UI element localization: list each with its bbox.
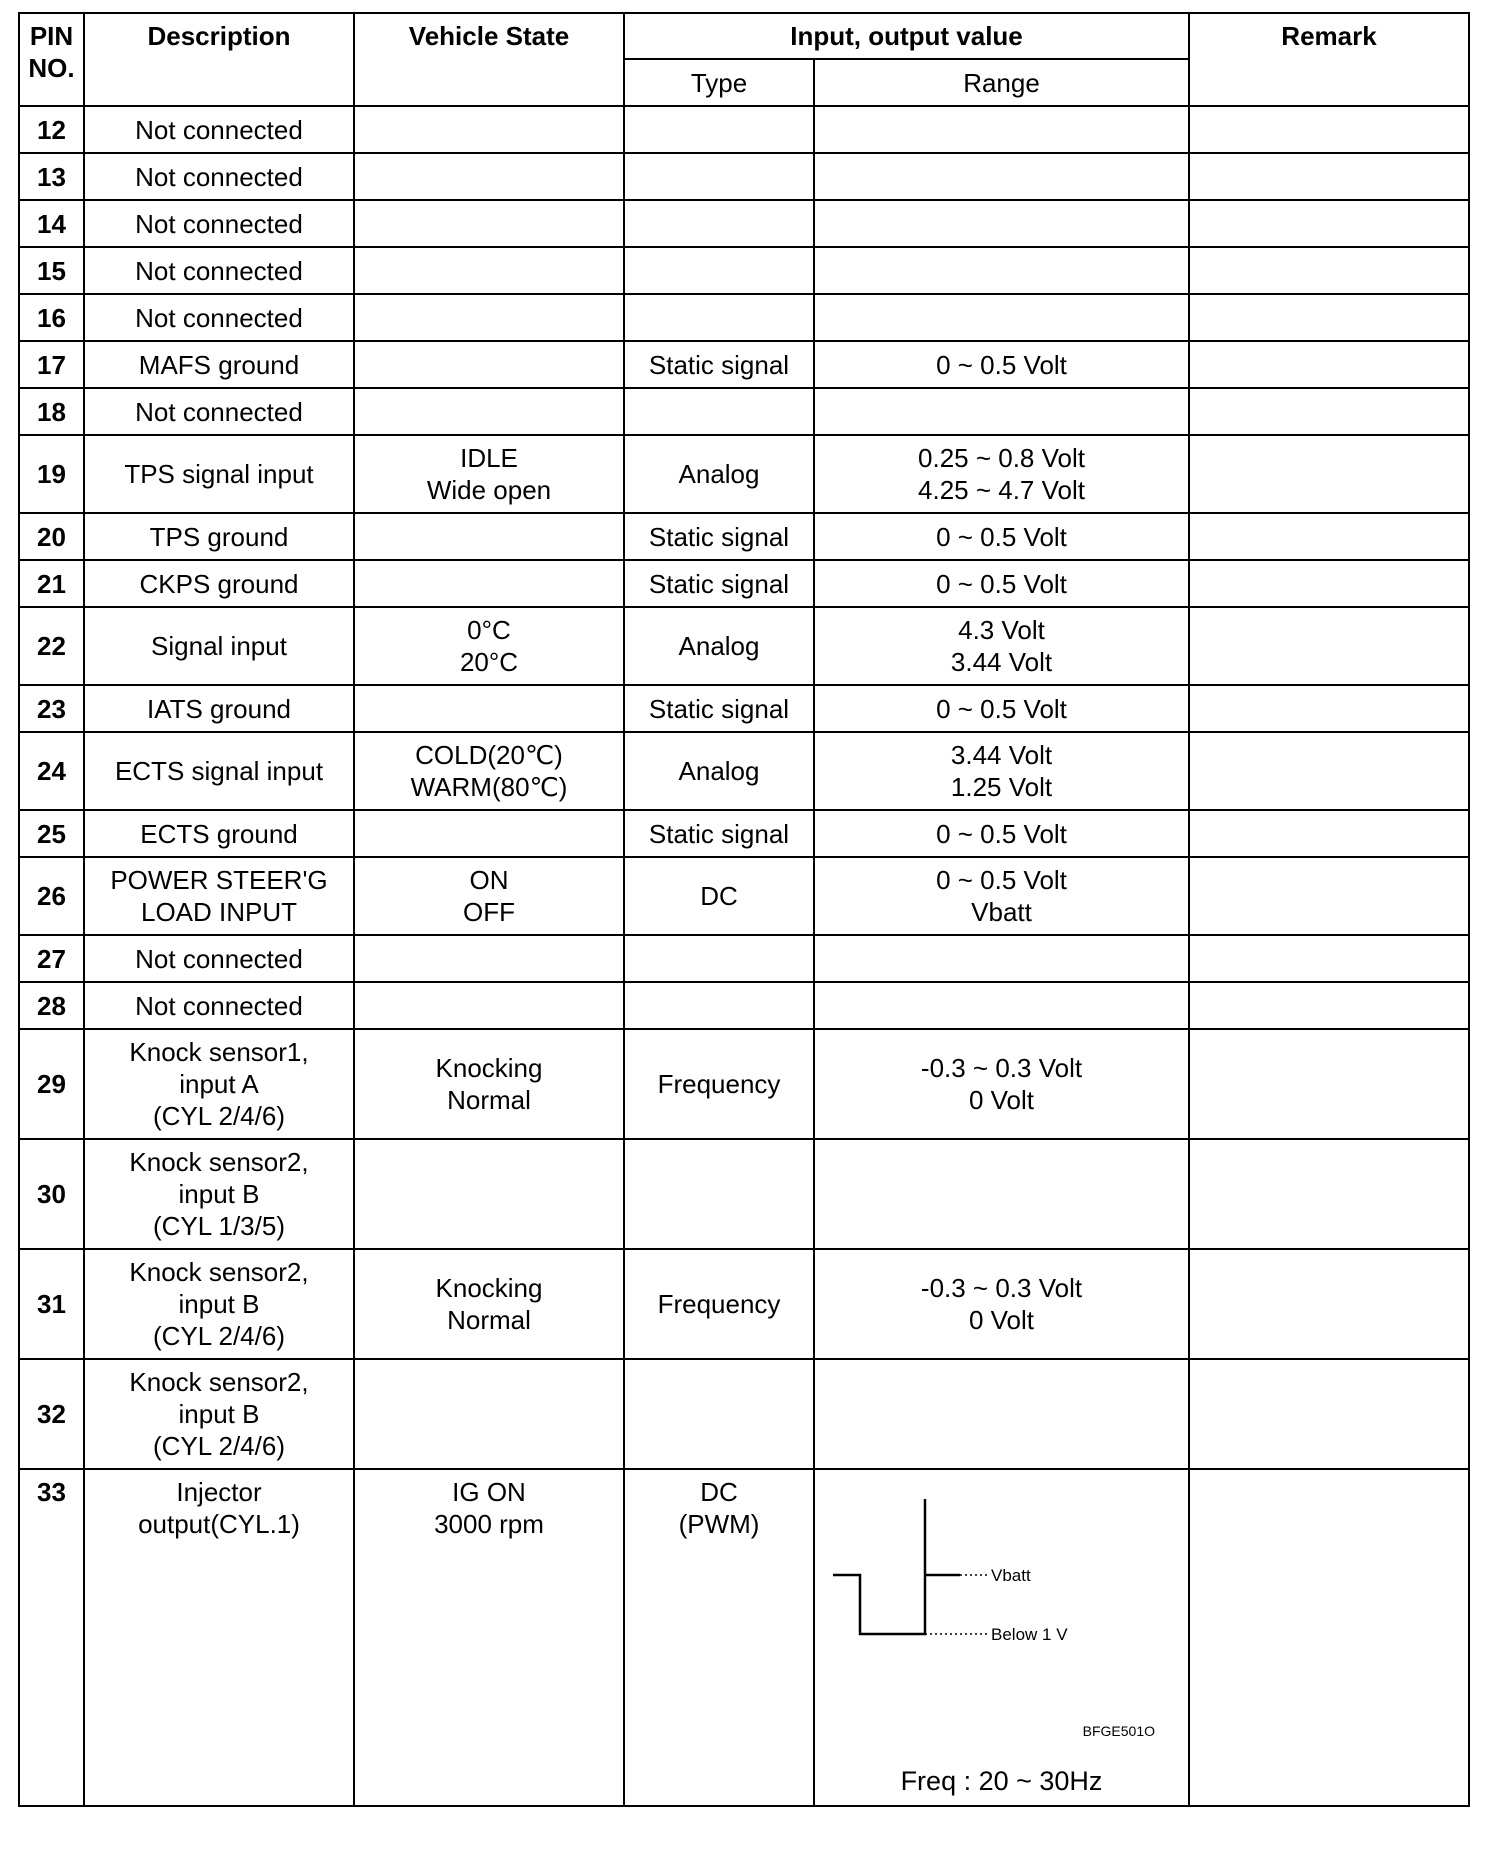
- table-row: [19, 732, 1469, 810]
- type-cell: [624, 1359, 814, 1469]
- type-cell: [624, 513, 814, 560]
- range-line: 0.25 ~ 0.8 Volt: [918, 443, 1085, 473]
- remark-cell: [1189, 810, 1469, 857]
- description-line: TPS signal input: [124, 459, 314, 489]
- table-row: [19, 106, 1469, 153]
- pin-number: 23: [19, 685, 84, 732]
- type-line: Analog: [678, 631, 760, 661]
- vehicle-state-line: WARM(80℃): [410, 772, 568, 802]
- vehicle-state-cell: [354, 294, 624, 341]
- description-line: (CYL 1/3/5): [153, 1211, 285, 1241]
- vehicle-state-cell: [354, 341, 624, 388]
- range-cell: [814, 732, 1189, 810]
- description-cell: [84, 153, 354, 200]
- description-cell: [84, 1359, 354, 1469]
- range-line: 4.25 ~ 4.7 Volt: [918, 475, 1085, 505]
- vehicle-state-cell: [354, 1139, 624, 1249]
- description-cell: [84, 106, 354, 153]
- description-cell: [84, 435, 354, 513]
- range-line: 0 ~ 0.5 Volt: [936, 349, 1067, 380]
- table-row: [19, 685, 1469, 732]
- type-cell: [624, 685, 814, 732]
- type-cell: [624, 1029, 814, 1139]
- type-cell: [624, 247, 814, 294]
- pin-number: 18: [19, 388, 84, 435]
- type-cell: [624, 732, 814, 810]
- range-line: -0.3 ~ 0.3 Volt: [920, 1273, 1083, 1303]
- range-cell: [814, 1359, 1189, 1469]
- description-line: Knock sensor2,: [129, 1367, 309, 1397]
- description-line: input A: [179, 1069, 259, 1099]
- type-line: Static signal: [648, 693, 790, 724]
- table-row: [19, 294, 1469, 341]
- description-line: IATS ground: [146, 693, 292, 724]
- description-cell: [84, 935, 354, 982]
- pin-number: 33: [19, 1469, 84, 1806]
- description-cell: [84, 607, 354, 685]
- vehicle-state-line: 20°C: [459, 647, 519, 677]
- range-cell: [814, 1139, 1189, 1249]
- header-io-value: Input, output value: [624, 13, 1189, 59]
- type-line: Analog: [678, 459, 760, 489]
- description-line: Not connected: [135, 396, 303, 427]
- type-line: (PWM): [678, 1509, 760, 1539]
- vehicle-state-line: 3000 rpm: [434, 1509, 544, 1539]
- description-cell: [84, 513, 354, 560]
- vehicle-state-line: Knocking: [435, 1053, 543, 1083]
- remark-cell: [1189, 247, 1469, 294]
- vehicle-state-line: Normal: [447, 1085, 531, 1115]
- description-line: MAFS ground: [138, 349, 300, 380]
- pin-number: 12: [19, 106, 84, 153]
- pin-number: 32: [19, 1359, 84, 1469]
- header-range: Range: [814, 59, 1189, 106]
- pin-number: 24: [19, 732, 84, 810]
- description-cell: [84, 732, 354, 810]
- pin-number: 15: [19, 247, 84, 294]
- vbatt-label: Vbatt: [991, 1565, 1031, 1585]
- range-cell: [814, 388, 1189, 435]
- range-cell: [814, 560, 1189, 607]
- type-cell: [624, 388, 814, 435]
- vehicle-state-line: IDLE: [460, 443, 518, 473]
- vehicle-state-cell: [354, 810, 624, 857]
- type-cell: [624, 341, 814, 388]
- type-line: Static signal: [648, 521, 790, 552]
- pin-number: 13: [19, 153, 84, 200]
- header-remark: Remark: [1189, 13, 1469, 106]
- pin-number: 17: [19, 341, 84, 388]
- type-cell: [624, 935, 814, 982]
- vehicle-state-line: Knocking: [435, 1273, 543, 1303]
- header-description: Description: [84, 13, 354, 106]
- description-cell: [84, 685, 354, 732]
- vehicle-state-cell: [354, 982, 624, 1029]
- range-cell: [814, 294, 1189, 341]
- type-cell: [624, 1469, 814, 1806]
- type-cell: [624, 435, 814, 513]
- type-line: Static signal: [648, 349, 790, 380]
- vehicle-state-cell: [354, 435, 624, 513]
- type-cell: [624, 200, 814, 247]
- type-line: DC: [700, 881, 738, 911]
- table-row: [19, 857, 1469, 935]
- remark-cell: [1189, 607, 1469, 685]
- range-cell: [814, 153, 1189, 200]
- range-cell: [814, 810, 1189, 857]
- description-cell: [84, 1139, 354, 1249]
- pin-number: 20: [19, 513, 84, 560]
- table-row: [19, 247, 1469, 294]
- vehicle-state-cell: [354, 732, 624, 810]
- vehicle-state-line: 0°C: [467, 615, 511, 645]
- range-cell: [814, 435, 1189, 513]
- range-line: 1.25 Volt: [950, 772, 1053, 802]
- table-row-pin-33: [19, 1469, 1469, 1806]
- table-row: [19, 982, 1469, 1029]
- vehicle-state-cell: [354, 1469, 624, 1806]
- range-line: Vbatt: [971, 897, 1032, 927]
- description-line: Knock sensor2,: [129, 1147, 309, 1177]
- range-cell: [814, 106, 1189, 153]
- range-line: 0 Volt: [968, 1085, 1035, 1115]
- description-line: Not connected: [135, 302, 303, 333]
- vehicle-state-cell: [354, 200, 624, 247]
- description-line: Not connected: [135, 208, 303, 239]
- table-row: [19, 513, 1469, 560]
- vehicle-state-cell: [354, 685, 624, 732]
- range-cell: [814, 857, 1189, 935]
- pin-number: 28: [19, 982, 84, 1029]
- range-line: 0 ~ 0.5 Volt: [936, 521, 1067, 552]
- waveform-diagram: [815, 1471, 1185, 1805]
- description-cell: [84, 341, 354, 388]
- type-cell: [624, 607, 814, 685]
- waveform-trace: [833, 1499, 960, 1634]
- remark-cell: [1189, 857, 1469, 935]
- pin-number: 21: [19, 560, 84, 607]
- pin-number: 31: [19, 1249, 84, 1359]
- injector-waveform: [815, 1471, 1188, 1805]
- description-line: LOAD INPUT: [140, 897, 298, 927]
- range-cell-waveform: [814, 1469, 1189, 1806]
- description-line: ECTS signal input: [114, 756, 324, 786]
- range-line: 0 ~ 0.5 Volt: [936, 693, 1067, 724]
- range-line: 3.44 Volt: [950, 740, 1053, 770]
- vehicle-state-cell: [354, 1029, 624, 1139]
- description-line: CKPS ground: [139, 568, 299, 599]
- type-line: DC: [700, 1477, 738, 1507]
- remark-cell: [1189, 106, 1469, 153]
- table-body: [19, 106, 1469, 1469]
- remark-cell: [1189, 982, 1469, 1029]
- description-cell: [84, 247, 354, 294]
- type-cell: [624, 857, 814, 935]
- type-line: Static signal: [648, 568, 790, 599]
- description-line: output(CYL.1): [138, 1509, 300, 1539]
- range-cell: [814, 982, 1189, 1029]
- vehicle-state-line: Wide open: [426, 475, 552, 505]
- range-line: 3.44 Volt: [950, 647, 1053, 677]
- pin-number: 26: [19, 857, 84, 935]
- remark-cell: [1189, 1469, 1469, 1806]
- vehicle-state-cell: [354, 153, 624, 200]
- range-line: -0.3 ~ 0.3 Volt: [920, 1053, 1083, 1083]
- table-row: [19, 153, 1469, 200]
- range-line: 0 ~ 0.5 Volt: [936, 568, 1067, 599]
- description-line: ECTS ground: [140, 818, 298, 849]
- below-1v-label: Below 1 V: [991, 1624, 1068, 1644]
- vehicle-state-cell: [354, 857, 624, 935]
- range-cell: [814, 685, 1189, 732]
- vehicle-state-line: COLD(20℃): [415, 740, 563, 770]
- vehicle-state-line: ON: [469, 865, 509, 895]
- pin-number: 27: [19, 935, 84, 982]
- remark-cell: [1189, 388, 1469, 435]
- table-row: [19, 560, 1469, 607]
- vehicle-state-cell: [354, 607, 624, 685]
- remark-cell: [1189, 200, 1469, 247]
- description-line: TPS ground: [149, 521, 289, 552]
- range-line: 0 Volt: [968, 1305, 1035, 1335]
- description-line: (CYL 2/4/6): [153, 1101, 285, 1131]
- header-pin-line2: NO.: [28, 53, 75, 83]
- range-line: 4.3 Volt: [958, 615, 1045, 645]
- table-row: [19, 341, 1469, 388]
- description-cell: [84, 1469, 354, 1806]
- remark-cell: [1189, 685, 1469, 732]
- header-vehicle-state: Vehicle State: [354, 13, 624, 106]
- type-line: Static signal: [648, 818, 790, 849]
- vehicle-state-cell: [354, 935, 624, 982]
- pin-number: 22: [19, 607, 84, 685]
- description-cell: [84, 810, 354, 857]
- header-type: Type: [624, 59, 814, 106]
- header-pin-line1: PIN: [29, 21, 74, 51]
- type-cell: [624, 1139, 814, 1249]
- range-cell: [814, 1249, 1189, 1359]
- vehicle-state-cell: [354, 106, 624, 153]
- vehicle-state-cell: [354, 560, 624, 607]
- pin-number: 14: [19, 200, 84, 247]
- range-cell: [814, 935, 1189, 982]
- range-cell: [814, 607, 1189, 685]
- table-row: [19, 435, 1469, 513]
- remark-cell: [1189, 513, 1469, 560]
- table-row: [19, 1359, 1469, 1469]
- type-cell: [624, 1249, 814, 1359]
- description-line: Not connected: [135, 990, 303, 1021]
- description-cell: [84, 982, 354, 1029]
- range-line: 0 ~ 0.5 Volt: [936, 818, 1067, 849]
- table-row: [19, 200, 1469, 247]
- description-cell: [84, 294, 354, 341]
- pin-table: [18, 12, 1470, 1807]
- pin-number: 16: [19, 294, 84, 341]
- description-line: Injector: [176, 1477, 262, 1507]
- table-row: [19, 1139, 1469, 1249]
- remark-cell: [1189, 935, 1469, 982]
- description-cell: [84, 560, 354, 607]
- vehicle-state-cell: [354, 1249, 624, 1359]
- pin-number: 19: [19, 435, 84, 513]
- table-row: [19, 810, 1469, 857]
- description-line: Signal input: [151, 631, 287, 661]
- description-line: input B: [178, 1289, 260, 1319]
- header-pin-no: [19, 13, 84, 106]
- type-cell: [624, 106, 814, 153]
- vehicle-state-cell: [354, 247, 624, 294]
- remark-cell: [1189, 1359, 1469, 1469]
- remark-cell: [1189, 153, 1469, 200]
- remark-cell: [1189, 732, 1469, 810]
- pin-number: 25: [19, 810, 84, 857]
- description-line: input B: [178, 1179, 260, 1209]
- remark-cell: [1189, 1249, 1469, 1359]
- pin-number: 30: [19, 1139, 84, 1249]
- vehicle-state-line: Normal: [447, 1305, 531, 1335]
- type-cell: [624, 560, 814, 607]
- range-line: 0 ~ 0.5 Volt: [936, 865, 1067, 895]
- type-cell: [624, 810, 814, 857]
- description-line: (CYL 2/4/6): [153, 1431, 285, 1461]
- description-line: Knock sensor2,: [129, 1257, 309, 1287]
- type-line: Analog: [678, 756, 760, 786]
- description-line: Not connected: [135, 255, 303, 286]
- description-cell: [84, 1029, 354, 1139]
- frequency-label: Freq : 20 ~ 30Hz: [900, 1765, 1103, 1796]
- description-cell: [84, 857, 354, 935]
- type-line: Frequency: [657, 1289, 781, 1319]
- table-row: [19, 935, 1469, 982]
- type-cell: [624, 982, 814, 1029]
- type-line: Frequency: [657, 1069, 781, 1099]
- remark-cell: [1189, 560, 1469, 607]
- description-line: (CYL 2/4/6): [153, 1321, 285, 1351]
- vehicle-state-cell: [354, 388, 624, 435]
- description-cell: [84, 200, 354, 247]
- range-cell: [814, 200, 1189, 247]
- table-row: [19, 607, 1469, 685]
- remark-cell: [1189, 341, 1469, 388]
- description-line: Knock sensor1,: [129, 1037, 309, 1067]
- table-row: [19, 1029, 1469, 1139]
- vehicle-state-cell: [354, 513, 624, 560]
- table-row: [19, 388, 1469, 435]
- type-cell: [624, 153, 814, 200]
- remark-cell: [1189, 1029, 1469, 1139]
- description-line: POWER STEER'G: [110, 865, 328, 895]
- vehicle-state-line: IG ON: [452, 1477, 526, 1507]
- pin-number: 29: [19, 1029, 84, 1139]
- range-cell: [814, 1029, 1189, 1139]
- description-cell: [84, 388, 354, 435]
- description-line: Not connected: [135, 114, 303, 145]
- range-cell: [814, 341, 1189, 388]
- remark-cell: [1189, 294, 1469, 341]
- vehicle-state-cell: [354, 1359, 624, 1469]
- description-line: Not connected: [135, 161, 303, 192]
- description-line: input B: [178, 1399, 260, 1429]
- vehicle-state-line: OFF: [463, 897, 515, 927]
- range-cell: [814, 513, 1189, 560]
- description-line: Not connected: [135, 943, 303, 974]
- remark-cell: [1189, 1139, 1469, 1249]
- figure-id: BFGE501O: [1082, 1722, 1155, 1739]
- remark-cell: [1189, 435, 1469, 513]
- range-cell: [814, 247, 1189, 294]
- description-cell: [84, 1249, 354, 1359]
- type-cell: [624, 294, 814, 341]
- table-row: [19, 1249, 1469, 1359]
